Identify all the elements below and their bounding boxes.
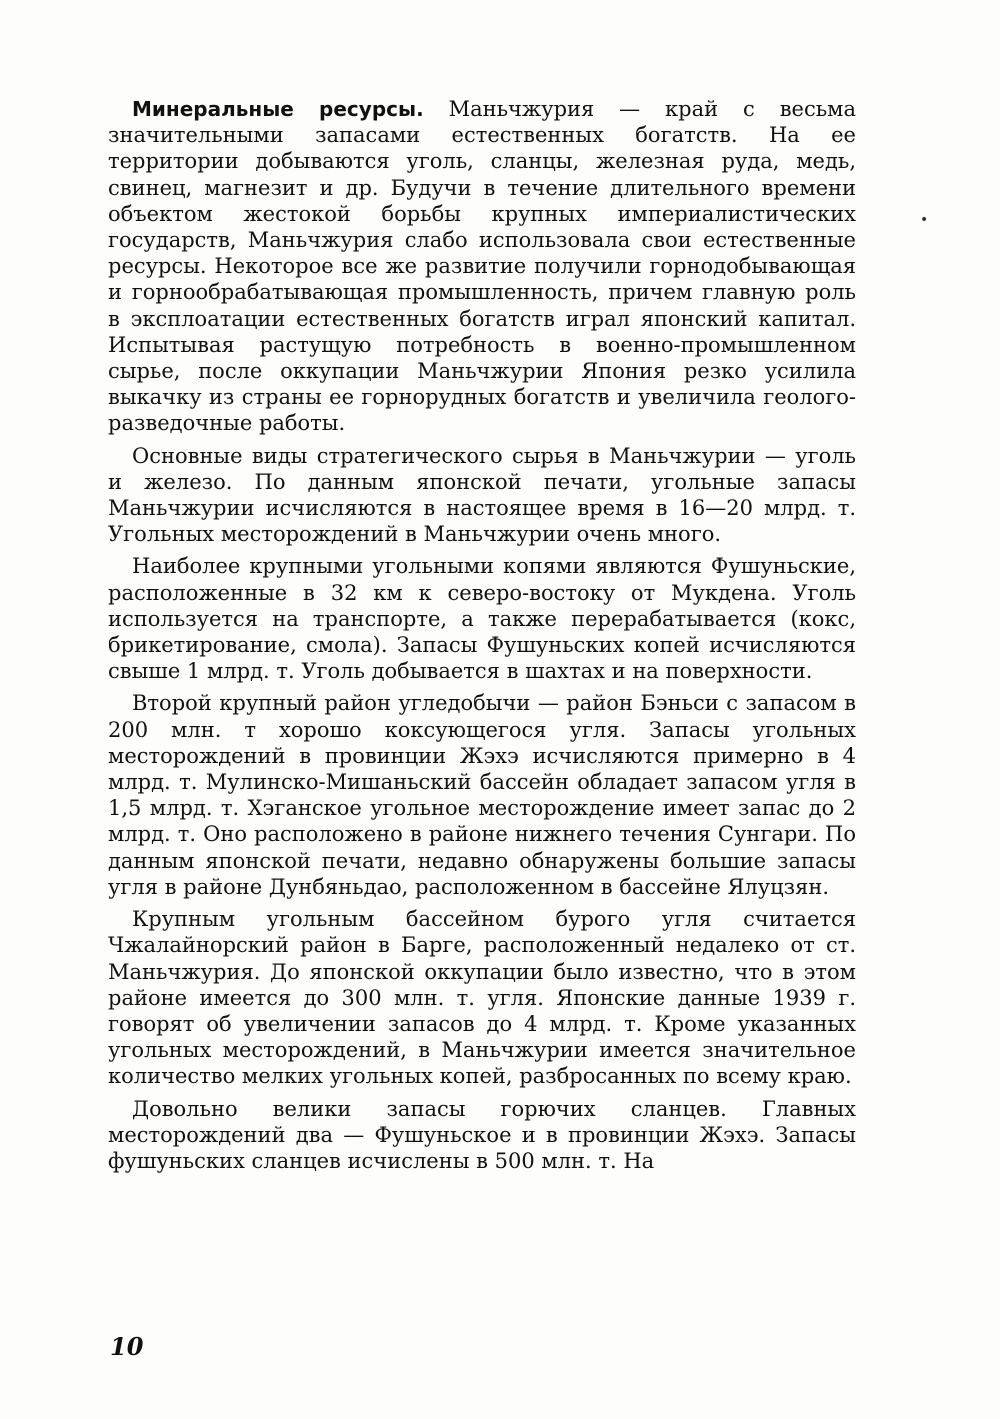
paragraph-text: Крупным угольным бассейном бурого угля считается Чжалайнорский район в Барге, расположенный недалеко от ст. Маньчжурия. До японской оккупации было известно, что в этом районе имеется до 300 млн. т. угля. Японские данные 1939 г. говорят об увеличении запасов до 4 млрд. т. Кроме указанных угольных месторождений, в Маньчжурии имеется значительное количество мелких угольных копей, разбросанных по всему краю.	[108, 907, 856, 1089]
section-heading: Минеральные ресурсы.	[132, 97, 424, 121]
paragraph-jalainur-district	[108, 906, 856, 1089]
paragraph-text: Маньчжурия — край с весьма значительными запасами естественных богатств. На ее территории добываются уголь, сланцы, железная руда, медь, свинец, магнезит и др. Будучи в течение длительного времени объектом жестокой борьбы крупных империалистических государств, Маньчжурия слабо использовала свои естественные ресурсы. Некоторое все же развитие получили горнодобывающая и горнообрабатывающая промышленность, причем главную роль в эксплоатации естественных богатств играл японский капитал. Испытывая растущую потребность в военно-промышленном сырье, после оккупации Маньчжурии Япония резко усилила выкачку из страны ее горнорудных богатств и увеличила геолого-разведочные работы.	[108, 97, 856, 436]
paragraph-text: Наиболее крупными угольными копями являются Фушуньские, расположенные в 32 км к северо-востоку от Мукдена. Уголь используется на транспорте, а также перерабатывается (кокс, брикетирование, смола). Запасы Фушуньских копей исчисляются свыше 1 млрд. т. Уголь добывается в шахтах и на поверхности.	[108, 554, 856, 684]
paragraph-benxi-district	[108, 690, 856, 900]
paragraph-mineral-resources	[108, 96, 856, 437]
paragraph-strategic-raw-materials	[108, 443, 856, 548]
paragraph-text: Основные виды стратегического сырья в Маньчжурии — уголь и железо. По данным японской печати, угольные запасы Маньчжурии исчисляются в настоящее время в 16—20 млрд. т. Угольных месторождений в Маньчжурии очень много.	[108, 443, 856, 547]
margin-mark: •	[920, 212, 929, 228]
paragraph-fushun-mines	[108, 553, 856, 684]
paragraph-text: Второй крупный район угледобычи — район Бэньси с запасом в 200 млн. т хорошо коксующегося угля. Запасы угольных месторождений в провинции Жэхэ исчисляются примерно в 4 млрд. т. Мулинско-Мишаньский бассейн обладает запасом угля в 1,5 млрд. т. Хэганское угольное месторождение имеет запас до 2 млрд. т. Оно расположено в районе нижнего течения Сунгари. По данным японской печати, недавно обнаружены большие запасы угля в районе Дунбяньдао, расположенном в бассейне Ялуцзян.	[108, 691, 856, 899]
paragraph-text: Довольно велики запасы горючих сланцев. Главных месторождений два — Фушуньское и в провинции Жэхэ. Запасы фушуньских сланцев исчислены в 500 млн. т. На	[108, 1096, 856, 1173]
page-number: 10	[110, 1332, 144, 1361]
body-text	[108, 96, 856, 1174]
paragraph-oil-shale	[108, 1096, 856, 1175]
